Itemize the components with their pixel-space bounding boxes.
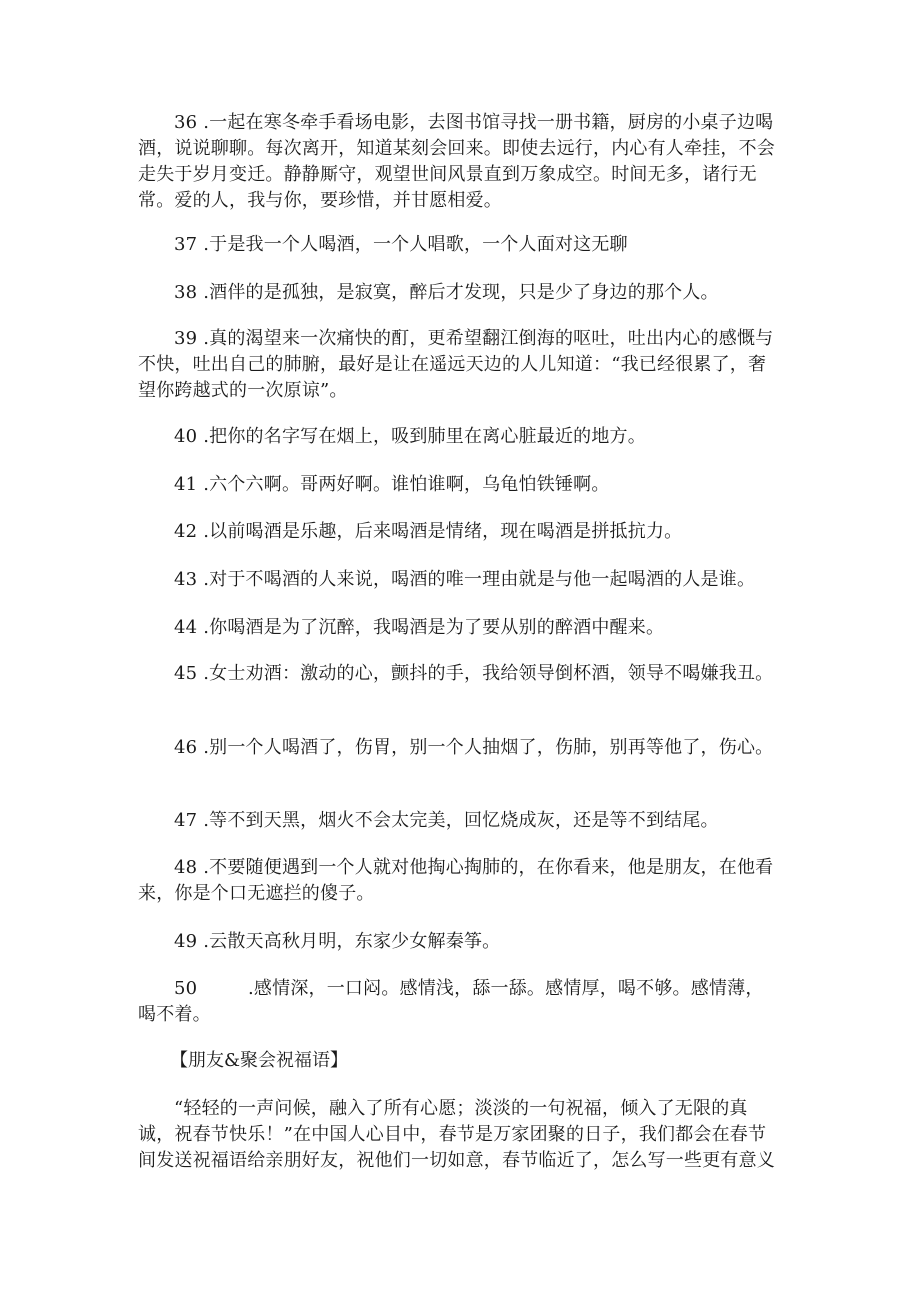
- item-text: .一起在寒冬牵手看场电影，去图书馆寻找一册书籍，厨房的小桌子边喝酒，说说聊聊。每次离开，知道某刻会回来。即使去远行，内心有人牵挂，不会走失于岁月变迁。静静厮守，观望世间风景直到万象成空。时间无多，诸行无常。爱的人，我与你，要珍惜，并甘愿相爱。: [138, 112, 775, 211]
- item-text: .云散天高秋月明，东家少女解秦筝。: [203, 931, 501, 952]
- item-text: .女士劝酒：激动的心，颤抖的手，我给领导倒杯酒，领导不喝嫌我丑。: [203, 663, 774, 684]
- list-item-50: [138, 976, 778, 1028]
- item-number: 38: [174, 282, 198, 303]
- list-item-41: [138, 472, 778, 498]
- item-number: 48: [174, 857, 198, 878]
- item-number: 44: [174, 617, 198, 638]
- item-text: .于是我一个人喝酒，一个人唱歌，一个人面对这无聊: [203, 234, 628, 255]
- item-number: 45: [174, 663, 198, 684]
- list-item-46: [138, 735, 778, 761]
- item-number: 43: [174, 569, 198, 590]
- item-text: .酒伴的是孤独，是寂寞，醉后才发现，只是少了身边的那个人。: [203, 282, 719, 303]
- section-heading: 【朋友&聚会祝福语】: [170, 1050, 349, 1071]
- list-item-39: [138, 326, 778, 404]
- closing-paragraph: “轻轻的一声问候，融入了所有心愿；淡淡的一句祝福，倾入了无限的真诚，祝春节快乐！”在中国人心目中，春节是万家团聚的日子，我们都会在春节间发送祝福语给亲朋好友，祝他们一切如意，春节临近了，怎么写一些更有意义: [138, 1098, 775, 1171]
- list-item-45: [138, 661, 778, 687]
- list-item-42: [138, 519, 778, 545]
- list-item-38: [138, 280, 778, 306]
- item-text: .等不到天黑，烟火不会太完美，回忆烧成灰，还是等不到结尾。: [203, 810, 719, 831]
- item-text: .感情深，一口闷。感情浅，舔一舔。感情厚，喝不够。感情薄，喝不着。: [138, 978, 764, 1025]
- item-number: 40: [174, 426, 198, 447]
- item-text: .别一个人喝酒了，伤胃，别一个人抽烟了，伤肺，别再等他了，伤心。: [203, 737, 774, 758]
- list-item-44: [138, 615, 778, 641]
- item-text: .对于不喝酒的人来说，喝酒的唯一理由就是与他一起喝酒的人是谁。: [203, 569, 756, 590]
- item-number: 42: [174, 521, 198, 542]
- list-item-43: [138, 567, 778, 593]
- item-text: .六个六啊。哥两好啊。谁怕谁啊，乌龟怕铁锤啊。: [203, 474, 610, 495]
- list-item-49: [138, 929, 778, 955]
- item-text: .以前喝酒是乐趣，后来喝酒是情绪，现在喝酒是拼抵抗力。: [203, 521, 683, 542]
- item-number: 36: [174, 112, 198, 133]
- item-number: 39: [174, 328, 198, 349]
- list-item-37: [138, 232, 778, 258]
- item-text: .把你的名字写在烟上，吸到肺里在离心脏最近的地方。: [203, 426, 646, 447]
- item-number: 41: [174, 474, 198, 495]
- list-item-36: [138, 110, 778, 214]
- list-item-48: [138, 855, 778, 907]
- list-item-47: [138, 808, 778, 834]
- item-number: 49: [174, 931, 198, 952]
- item-text: .不要随便遇到一个人就对他掏心掏肺的，在你看来，他是朋友，在他看来，你是个口无遮拦的傻子。: [138, 857, 774, 904]
- item-number: 50: [174, 978, 198, 999]
- item-text: .你喝酒是为了沉醉，我喝酒是为了要从别的醉酒中醒来。: [203, 617, 665, 638]
- item-number: 46: [174, 737, 198, 758]
- list-item-40: [138, 424, 778, 450]
- item-text: .真的渴望来一次痛快的酊，更希望翻江倒海的呕吐，吐出内心的感慨与不快，吐出自己的肺腑，最好是让在遥远天边的人儿知道：“我已经很累了，奢望你跨越式的一次原谅”。: [138, 328, 774, 401]
- item-number: 37: [174, 234, 198, 255]
- item-number: 47: [174, 810, 198, 831]
